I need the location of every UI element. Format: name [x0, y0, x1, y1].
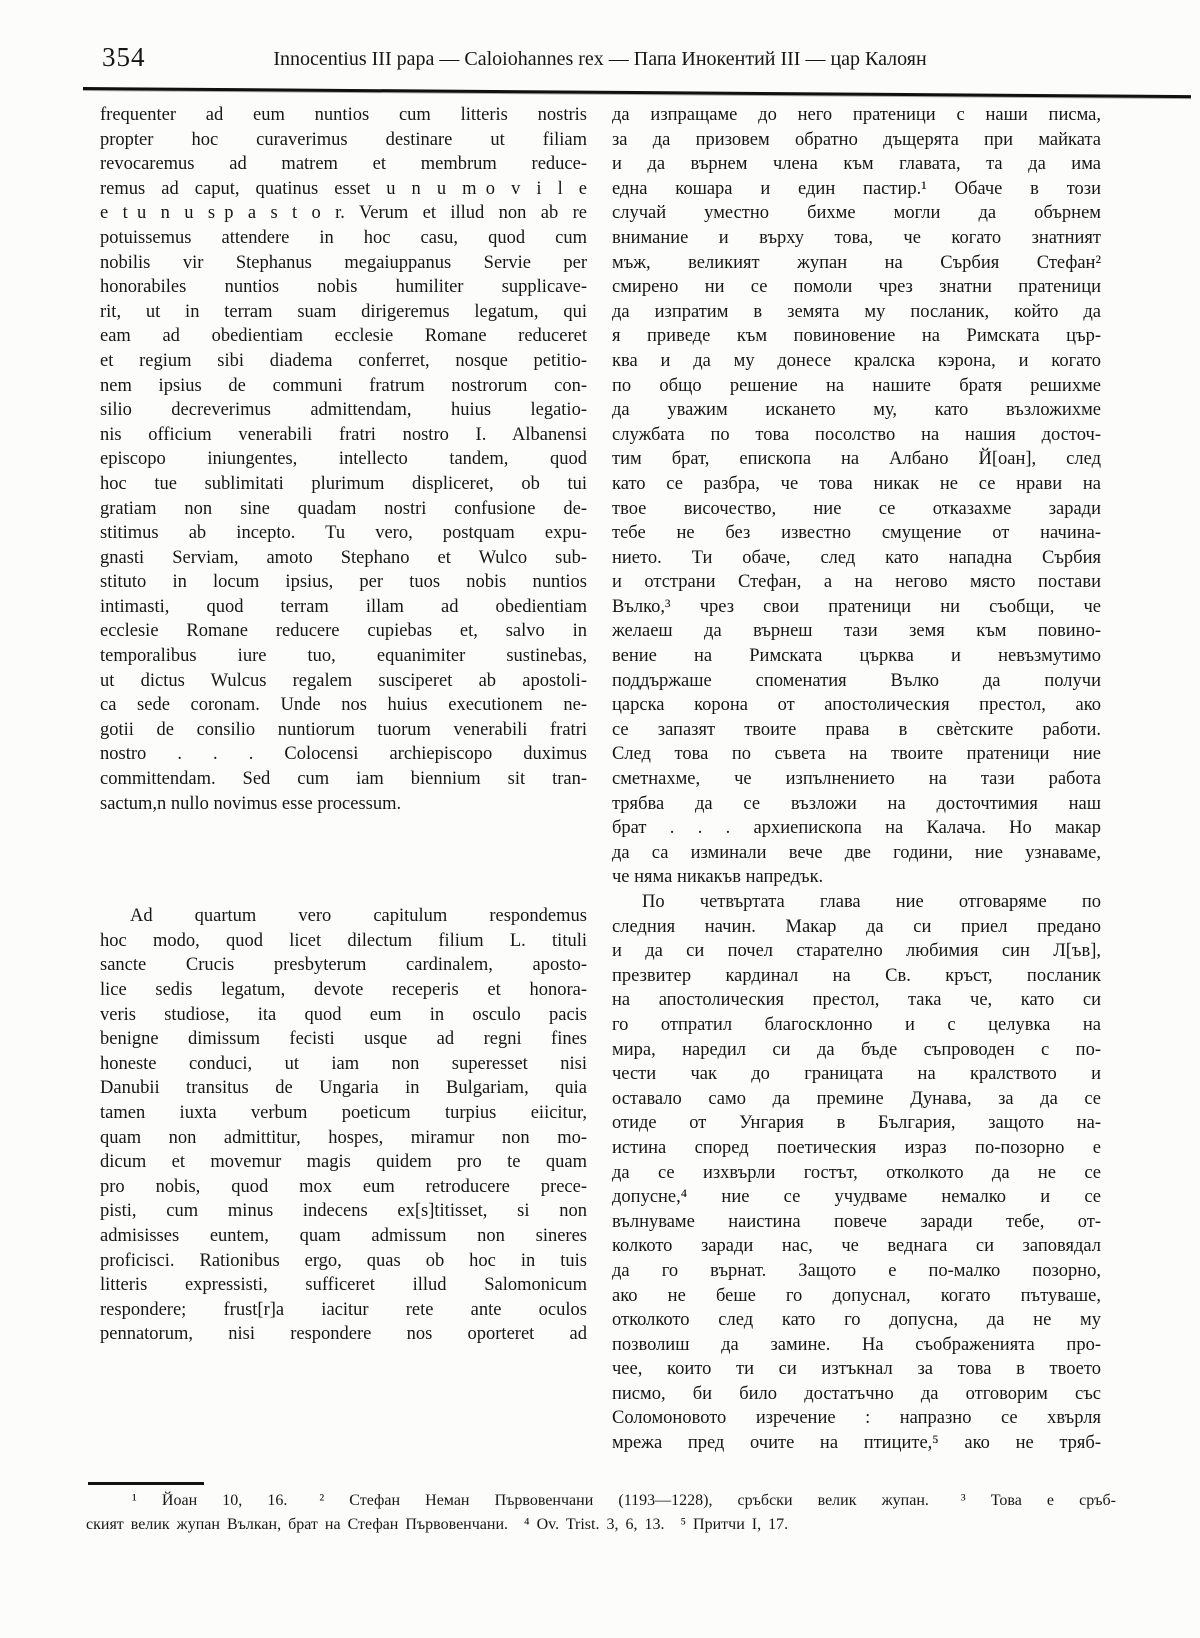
text-line: temporalibus iure tuo, equanimiter sustinebas,	[100, 646, 587, 667]
text-line: revocaremus ad matrem et membrum reduce-	[100, 154, 587, 175]
text-line: Вълко,³ чрез свои пратеници ни съобщи, че	[612, 596, 1101, 617]
text-line: ut dictus Wulcus regalem susciperet ab apostoli-	[100, 670, 587, 691]
text-line: ca sede coronam. Unde nos huius executionem ne-	[100, 695, 587, 716]
text-line: истина според поетическия израз по-позорно е	[612, 1137, 1101, 1158]
text-line: respondere; frust[r]a iacitur rete ante oculos	[100, 1299, 587, 1320]
text-line: Соломоновото изречение : напразно се хвърля	[612, 1408, 1101, 1429]
text-line: gotii de consilio nuntiorum tuorum venerabili fratri	[100, 719, 587, 740]
text-line: вение на Римската църква и невъзмутимо	[612, 646, 1101, 667]
text-line: отиде от Унгария в България, защото на-	[612, 1113, 1101, 1134]
text-line: да уважим искането му, като възложихме	[612, 400, 1101, 421]
text-line: benigne dimissum fecisti usque ad regni fines	[100, 1029, 587, 1050]
text-line: тебе не без известно смущение от начина-	[612, 523, 1101, 544]
text-line: proficisci. Rationibus ergo, quas ob hoc in tuis	[100, 1250, 587, 1271]
text-line: се запазят твоите права в свѐтските работи.	[612, 719, 1101, 740]
text-line: като се разбра, че това никак не се нрави на	[612, 473, 1101, 494]
text-line: за да призовем обратно дъщерята при майката	[612, 129, 1101, 150]
text-line: че няма никакъв напредък.	[612, 867, 824, 888]
page-number: 354	[102, 42, 146, 72]
text-line: propter hoc curaverimus destinare ut filiam	[100, 129, 587, 150]
text-line: да изпратим в земята му посланик, който да	[612, 301, 1101, 322]
text-line: По четвъртата глава ние отговаряме по	[642, 892, 1101, 912]
text-line: мъж, великият жупан на Сърбия Стефан²	[612, 252, 1101, 273]
running-title: Innocentius III papa — Caloiohannes rex — Папа Инокентий III — цар Калоян	[273, 48, 927, 70]
text-line: колкото заради нас, че веднага си заповядал	[612, 1236, 1101, 1257]
text-line: tamen iuxta verbum poeticum turpius eiicitur,	[100, 1102, 587, 1123]
text-line: вълнуваме наистина повече заради тебе, от-	[612, 1211, 1101, 1232]
text-line: я приведе към повиновение на Римската цър-	[612, 326, 1101, 347]
text-line: го отпратил благосклонно и с целувка на	[612, 1014, 1101, 1035]
text-line: твое височество, ние се отказахме заради	[612, 498, 1101, 519]
paragraph	[100, 904, 587, 1347]
text-line: случай уместно бихме могли да обърнем	[612, 203, 1101, 224]
text-line: gratiam non sine quadam nostri confusione de-	[100, 498, 587, 519]
text-line: по общо решение на нашите братя решихме	[612, 375, 1101, 396]
text-line: допусне,⁴ ние се учудваме немалко и се	[612, 1187, 1101, 1208]
text-line: сметнахме, че изпълнението на тази работа	[612, 769, 1101, 790]
text-line: rit, ut in terram suam dirigeremus legatum, qui	[100, 301, 587, 322]
footnote-rule	[88, 1482, 204, 1485]
text-line: Ad quartum vero capitulum respondemus	[130, 906, 587, 927]
text-line: dicum et movemur magis quidem pro te quam	[100, 1152, 587, 1173]
text-line: на апостолическия престол, така че, като си	[612, 990, 1101, 1011]
text-line: смирено ни се помоли чрез знатни пратеници	[612, 277, 1101, 298]
text-line: да са изминали вече две години, ние узнаваме,	[612, 842, 1101, 863]
text-line: nostro . . . Colocensi archiepiscopo duximus	[100, 744, 587, 765]
text-line: отколкото след като го допусна, да не му	[612, 1310, 1101, 1331]
text-line: службата по това посолство на нашия досточ-	[612, 424, 1101, 445]
footnote-line: ският велик жупан Вълкан, брат на Стефан Първовенчани. ⁴ Ov. Trist. 3, 6, 13. ⁵ Притчи I, 17.	[86, 1515, 789, 1533]
paragraph	[612, 890, 1101, 1456]
text-line: мрежа пред очите на птиците,⁵ ако не тряб-	[612, 1433, 1101, 1454]
text-line: да се изхвърли гостът, отколкото да не се	[612, 1162, 1101, 1183]
text-line: remus ad caput, quatinus esset u n u m o v i l e	[100, 178, 587, 199]
text-line: брат . . . архиепископа на Калача. Но макар	[612, 818, 1101, 839]
text-line: potuissemus attendere in hoc casu, quod cum	[100, 227, 587, 248]
bulgarian-column	[612, 103, 1101, 1456]
text-line: писмо, би било достатъчно да отговорим със	[612, 1383, 1101, 1404]
text-line: sancte Crucis presbyterum cardinalem, aposto-	[100, 955, 587, 976]
text-line: committendam. Sed cum iam biennium sit tran-	[100, 769, 587, 790]
text-line: silio decreverimus admittendam, huius legatio-	[100, 400, 587, 421]
text-line: чести чак до границата на кралството и	[612, 1064, 1101, 1085]
text-line: чее, които ти си изтъкнал за това в твоето	[612, 1359, 1101, 1380]
text-line: ква и да му донесе кралска кэрона, и когато	[612, 350, 1101, 371]
text-line: episcopo iniungentes, intellecto tandem, quod	[100, 449, 587, 470]
text-line: stitimus ab incepto. Tu vero, postquam expu-	[100, 523, 587, 544]
text-line: e t u n u s p a s t o r. Verum et illud non ab re	[100, 203, 587, 224]
latin-column	[100, 103, 587, 1347]
text-line: intimasti, quod terram illam ad obedientiam	[100, 596, 587, 617]
text-line: veris studiose, ita quod eum in osculo pacis	[100, 1004, 587, 1025]
text-line: et regium sibi diadema conferret, nosque petitio-	[100, 350, 587, 371]
text-line: трябва да се възложи на досточтимия наш	[612, 793, 1101, 814]
text-line: поддържаше споменатия Вълко да получи	[612, 670, 1101, 691]
text-line: Danubii transitus de Ungaria in Bulgariam, quia	[100, 1078, 587, 1099]
text-line: pennatorum, nisi respondere nos oporteret ad	[100, 1324, 587, 1345]
text-line: и отстрани Стефан, а на негово място постави	[612, 572, 1101, 593]
text-line: nem ipsius de communi fratrum nostrorum con-	[100, 375, 587, 396]
text-line: quam non admittitur, hospes, miramur non mo-	[100, 1127, 587, 1148]
text-line: ако не беше го допуснал, когато пътуваше,	[612, 1285, 1101, 1306]
paragraph	[100, 103, 587, 816]
footnotes	[86, 1489, 1116, 1536]
text-line: eam ad obedientiam ecclesie Romane reduceret	[100, 326, 587, 347]
text-line: nis officium venerabili fratri nostro I. Albanensi	[100, 424, 587, 445]
text-line: honeste conduci, ut iam non superesset nisi	[100, 1053, 587, 1074]
text-line: позволиш да замине. На съображенията про-	[612, 1334, 1101, 1355]
text-line: nobilis vir Stephanus megaiuppanus Servie per	[100, 252, 587, 273]
text-line: honorabiles nuntios nobis humiliter supplicave-	[100, 277, 587, 298]
text-line: hoc tue sublimitati plurimum displiceret, ob tui	[100, 473, 587, 494]
text-line: мира, наредил си да бъде съпроводен с по-	[612, 1039, 1101, 1060]
text-line: презвитер кардинал на Св. кръст, посланик	[612, 965, 1101, 986]
text-line: admisisses euntem, quam admissum non sineres	[100, 1225, 587, 1246]
text-line: След това по съвета на твоите пратеници ние	[612, 744, 1101, 765]
text-line: следния начин. Макар да си приел предано	[612, 916, 1101, 937]
text-line: pisti, cum minus indecens ex[s]titisset, si non	[100, 1201, 587, 1222]
text-line: и да си почел старателно любимия син Л[ъв],	[612, 941, 1101, 962]
text-line: да изпращаме до него пратеници с наши писма,	[612, 105, 1101, 125]
paragraph	[612, 103, 1101, 890]
text-line: ecclesie Romane reducere cupiebas et, salvo in	[100, 621, 587, 642]
header-rule	[83, 87, 1191, 98]
text-line: царска корона от апостолическия престол, ако	[612, 695, 1101, 716]
text-line: една кошара и един пастир.¹ Обаче в този	[612, 178, 1101, 199]
text-line: желаеш да върнеш тази земя към повино-	[612, 621, 1101, 642]
text-line: тим брат, епископа на Албано Й[оан], след	[612, 449, 1101, 470]
text-line: hoc modo, quod licet dilectum filium L. tituli	[100, 930, 587, 951]
text-line: gnasti Serviam, amoto Stephano et Wulco sub-	[100, 547, 587, 568]
text-line: lice sedis legatum, devote receperis et honora-	[100, 980, 587, 1000]
text-line: внимание и върху това, че когато знатният	[612, 227, 1101, 248]
text-line: да го върнат. Защото е по-малко позорно,	[612, 1260, 1101, 1281]
text-line: stituto in locum ipsius, per tuos nobis nuntios	[100, 572, 587, 593]
text-line: pro nobis, quod mox eum retroducere prece-	[100, 1176, 587, 1197]
text-line: оставало само да премине Дунава, за да се	[612, 1088, 1101, 1109]
text-line: frequenter ad eum nuntios cum litteris nostris	[100, 105, 587, 125]
footnote-line: ¹ Йоан 10, 16. ² Стефан Неман Първовенчани (1193—1228), сръбски велик жупан. ³ Това е сръб-	[132, 1492, 1116, 1509]
text-line: litteris expressisti, sufficeret illud Salomonicum	[100, 1275, 587, 1296]
text-line: нието. Ти обаче, след като нападна Сърбия	[612, 547, 1101, 568]
text-line: sactum,n nullo novimus esse processum.	[100, 793, 402, 814]
text-line: и да върнем члена към главата, та да има	[612, 154, 1101, 175]
